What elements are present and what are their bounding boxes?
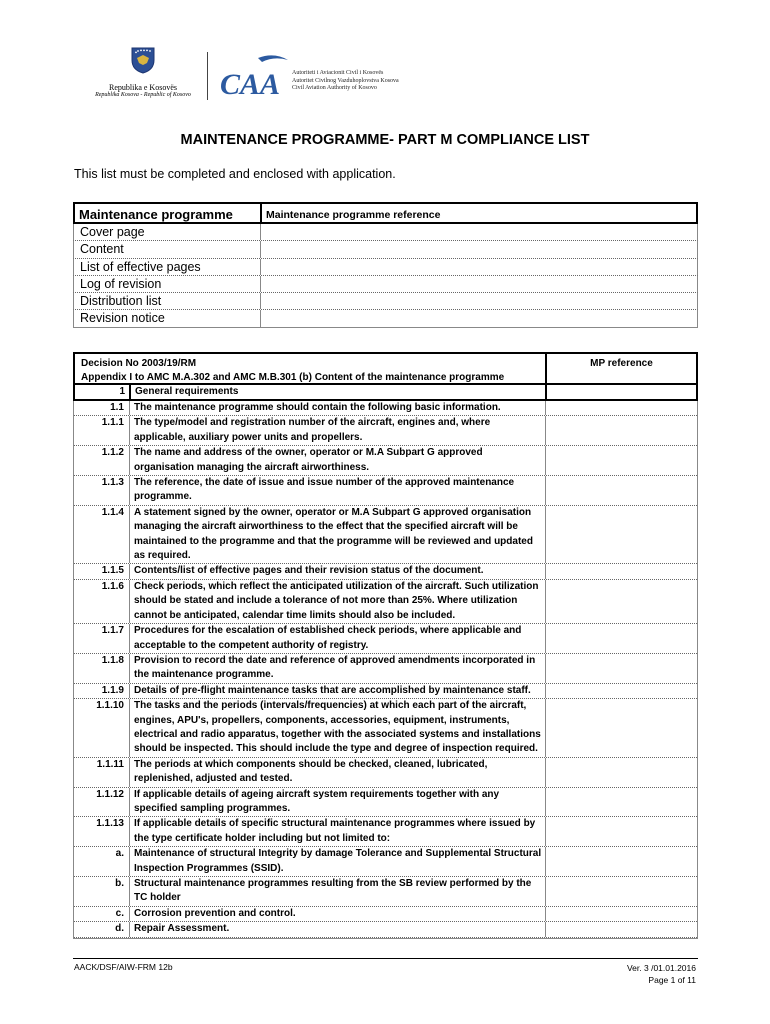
kosovo-coat-of-arms-icon	[130, 46, 156, 74]
requirement-number: 1.1.10	[74, 699, 130, 757]
requirement-row	[74, 654, 697, 684]
requirement-text: Repair Assessment.	[130, 922, 546, 936]
requirement-text: The tasks and the periods (intervals/frequencies) at which each part of the aircraft, engines, APU's, propellers, components, accessories, equipment, instruments, electrical and radio apparatus, together with the associated systems and installations should be inspected. This should include the type and degree of inspection required.	[130, 699, 546, 757]
requirement-row	[74, 416, 697, 446]
requirement-row	[74, 922, 697, 937]
mp-reference-cell[interactable]	[546, 817, 697, 846]
reference-cell[interactable]	[261, 224, 697, 240]
letterhead	[70, 40, 710, 110]
requirement-text: If applicable details of specific structural maintenance programmes where issued by the type certificate holder including but not limited to:	[130, 817, 546, 846]
requirement-row	[74, 907, 697, 922]
requirement-row	[74, 788, 697, 818]
requirement-number: 1.1.11	[74, 758, 130, 787]
footer-version-block	[627, 962, 696, 986]
requirement-text: A statement signed by the owner, operator or M.A Subpart G approved organisation managing the aircraft airworthiness to the effect that the specified aircraft will be maintained to the programme and that the programme will be reviewed and updated as required.	[130, 506, 546, 564]
mp-reference-cell[interactable]	[546, 758, 697, 787]
mp-reference-cell[interactable]	[546, 654, 697, 683]
mp-reference-cell[interactable]	[546, 877, 697, 906]
table-row	[73, 310, 698, 327]
requirement-number: 1.1.5	[74, 564, 130, 578]
column-header-maintenance-programme: Maintenance programme	[75, 204, 262, 222]
compliance-table-header	[73, 352, 698, 385]
requirement-number: 1.1.12	[74, 788, 130, 817]
table-row	[73, 276, 698, 293]
table-row	[73, 224, 698, 241]
mp-reference-cell[interactable]	[546, 506, 697, 564]
mp-reference-cell[interactable]	[546, 699, 697, 757]
mp-reference-cell[interactable]	[546, 847, 697, 876]
requirement-number: c.	[74, 907, 130, 921]
requirement-row	[74, 506, 697, 565]
intro-text: This list must be completed and enclosed with application.	[74, 167, 396, 181]
requirement-number: 1.1.7	[74, 624, 130, 653]
maintenance-programme-table	[73, 202, 698, 328]
section-number: 1	[75, 385, 131, 399]
mp-reference-cell[interactable]	[546, 401, 697, 415]
requirement-text: Provision to record the date and reference of approved amendments incorporated in the maintenance programme.	[130, 654, 546, 683]
requirement-text: Check periods, which reflect the anticipated utilization of the aircraft. Such utilization should be stated and include a tolerance of not more than 25%. Where utilization cannot be anticipated, calendar time limits should also be included.	[130, 580, 546, 623]
kosovo-name: Republika e Kosovës	[109, 83, 177, 92]
requirement-text: The type/model and registration number of the aircraft, engines and, where applicable, auxiliary power units and propellers.	[130, 416, 546, 445]
reference-cell[interactable]	[261, 293, 697, 309]
letterhead-divider	[207, 52, 208, 100]
requirement-text: Structural maintenance programmes resulting from the SB review performed by the TC holder	[130, 877, 546, 906]
requirement-row	[74, 401, 697, 416]
item-label: Revision notice	[74, 310, 261, 326]
requirement-number: b.	[74, 877, 130, 906]
version: Ver. 3 /01.01.2016	[626, 963, 696, 973]
requirement-text: Details of pre-flight maintenance tasks that are accomplished by maintenance staff.	[130, 684, 546, 698]
table-row	[73, 241, 698, 258]
requirement-row	[74, 446, 697, 476]
mp-reference-cell[interactable]	[546, 922, 697, 936]
requirement-text: Contents/list of effective pages and their revision status of the document.	[130, 564, 546, 578]
general-requirements-row	[73, 385, 698, 401]
reference-cell[interactable]	[261, 259, 697, 275]
caa-name-lines: Autoriteti i Aviacionit Civil i Kosovës Autoritet Civilnog Vazduhoplovstva Kosova Civil Aviation Authority of Kosovo	[292, 70, 399, 91]
requirement-number: 1.1.2	[74, 446, 130, 475]
section-title: General requirements	[131, 385, 547, 399]
requirement-row	[74, 877, 697, 907]
item-label: Log of revision	[74, 276, 261, 292]
compliance-table	[73, 352, 698, 939]
requirement-number: 1.1.3	[74, 476, 130, 505]
requirement-text: The reference, the date of issue and issue number of the approved maintenance programme.	[130, 476, 546, 505]
requirement-number: d.	[74, 922, 130, 936]
requirement-text: Corrosion prevention and control.	[130, 907, 546, 921]
item-label: List of effective pages	[74, 259, 261, 275]
requirement-number: 1.1.4	[74, 506, 130, 564]
requirement-number: 1.1.6	[74, 580, 130, 623]
mp-reference-cell[interactable]	[546, 580, 697, 623]
mp-reference-header: MP reference	[590, 358, 653, 369]
column-header-reference: Maintenance programme reference	[266, 209, 441, 221]
caa-logo	[218, 54, 290, 100]
table-row	[73, 259, 698, 276]
requirement-text: The periods at which components should be checked, cleaned, lubricated, replenished, adjusted and tested.	[130, 758, 546, 787]
mp-reference-cell[interactable]	[547, 385, 696, 399]
table-row	[73, 293, 698, 310]
requirement-number: 1.1.1	[74, 416, 130, 445]
requirement-number: 1.1.13	[74, 817, 130, 846]
requirement-row	[74, 817, 697, 847]
mp-reference-cell[interactable]	[546, 624, 697, 653]
requirement-number: 1.1	[74, 401, 130, 415]
item-label: Cover page	[74, 224, 261, 240]
requirement-number: 1.1.8	[74, 654, 130, 683]
kosovo-name-translations: Republika Kosova - Republic of Kosovo	[95, 92, 191, 98]
item-label: Distribution list	[74, 293, 261, 309]
requirement-text: If applicable details of ageing aircraft system requirements together with any specified sampling programmes.	[130, 788, 546, 817]
table-header	[73, 202, 698, 224]
mp-reference-cell[interactable]	[546, 788, 697, 817]
requirement-row	[74, 758, 697, 788]
requirement-row	[74, 476, 697, 506]
mp-reference-cell[interactable]	[546, 446, 697, 475]
requirement-row	[74, 580, 697, 624]
requirement-row	[74, 564, 697, 579]
requirement-row	[74, 847, 697, 877]
page-number: Page 1 of 11	[648, 975, 696, 985]
footer-rule	[73, 958, 698, 959]
form-code: AACK/DSF/AIW-FRM 12b	[74, 962, 173, 972]
mp-reference-cell[interactable]	[546, 907, 697, 921]
reference-cell[interactable]	[261, 310, 697, 326]
mp-reference-cell[interactable]	[546, 564, 697, 578]
requirement-text: Procedures for the escalation of established check periods, where applicable and acceptable to the competent authority of registry.	[130, 624, 546, 653]
reference-cell[interactable]	[261, 276, 697, 292]
mp-reference-cell[interactable]	[546, 416, 697, 445]
requirement-row	[74, 699, 697, 758]
decision-heading: Decision No 2003/19/RM Appendix I to AMC M.A.302 and AMC M.B.301 (b) Content of the maintenance programme	[75, 354, 547, 383]
requirement-text: The name and address of the owner, operator or M.A Subpart G approved organisation managing the aircraft airworthiness.	[130, 446, 546, 475]
mp-reference-cell[interactable]	[546, 476, 697, 505]
requirement-number: 1.1.9	[74, 684, 130, 698]
document-title: MAINTENANCE PROGRAMME- PART M COMPLIANCE LIST	[180, 132, 590, 148]
requirement-text: The maintenance programme should contain the following basic information.	[130, 401, 546, 415]
requirement-row	[74, 624, 697, 654]
svg-text:CAA: CAA	[220, 68, 281, 100]
mp-reference-cell[interactable]	[546, 684, 697, 698]
requirement-row	[74, 684, 697, 699]
reference-cell[interactable]	[261, 241, 697, 257]
item-label: Content	[74, 241, 261, 257]
requirement-number: a.	[74, 847, 130, 876]
requirement-text: Maintenance of structural Integrity by damage Tolerance and Supplemental Structural Inspection Programmes (SSID).	[130, 847, 546, 876]
kosovo-emblem-block	[78, 46, 208, 98]
